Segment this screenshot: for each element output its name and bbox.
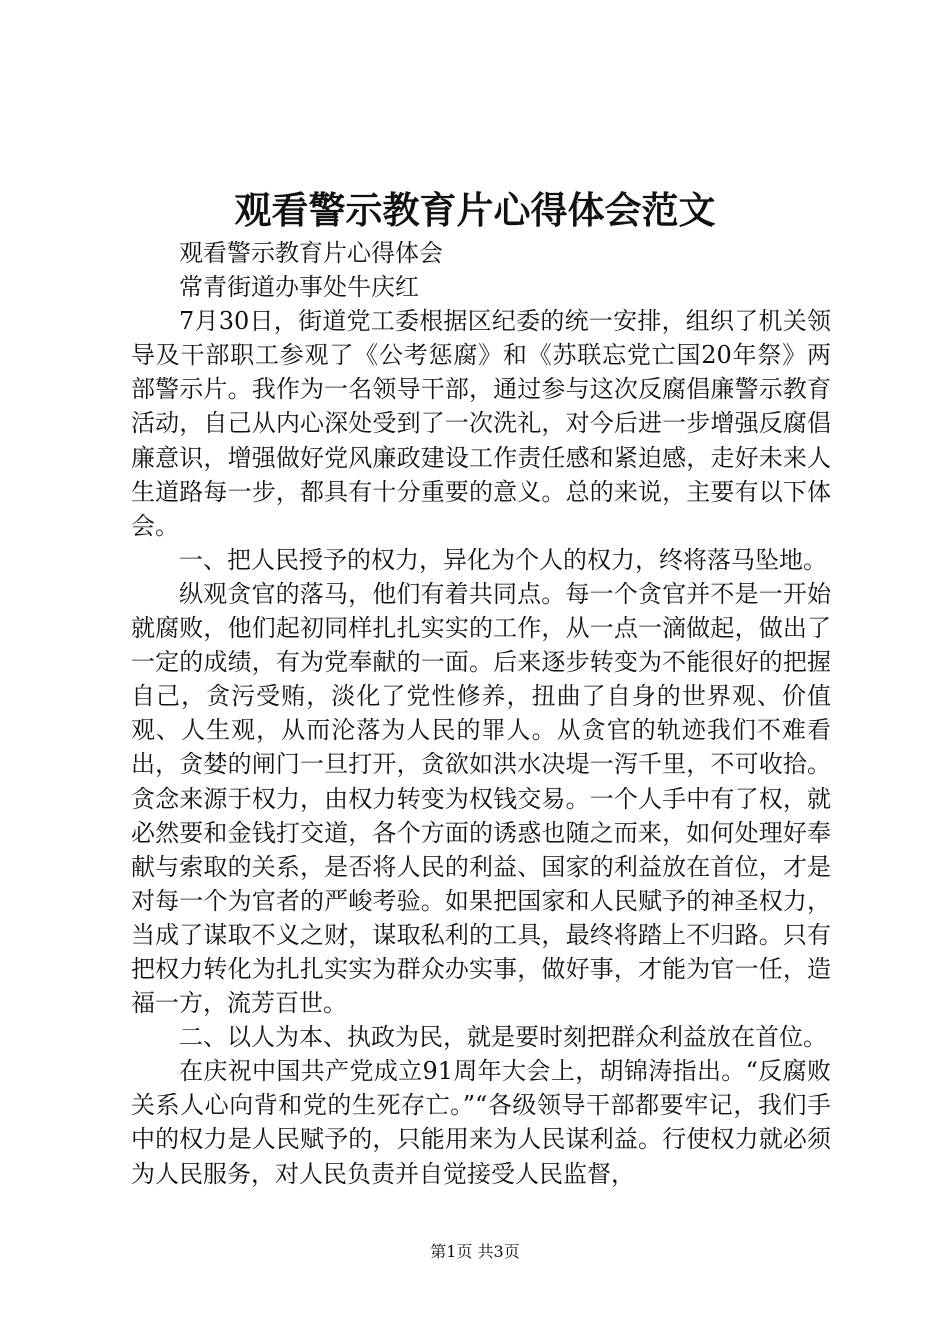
paragraph-author: 常青街道办事处牛庆红	[179, 273, 419, 302]
paragraph-heading-2: 二、以人为本、执政为民，就是要时刻把群众利益放在首位。	[179, 1023, 827, 1052]
paragraph-section-1: 纵观贪官的落马，他们有着共同点。每一个贪官并不是一开始就腐败，他们起初同样扎扎实实的工作，从一点一滴做起，做出了一定的成绩，有为党奉献的一面。后来逐步转变为不能很好的把握自己，贪污受贿，淡化了党性修养，扭曲了自身的世界观、价值观、人生观，从而沦落为人民的罪人。从贪官的轨迹我们不难看出，贪婪的闸门一旦打开，贪欲如洪水决堤一泻千里，不可收拾。贪念来源于权力，由权力转变为权钱交易。一个人手中有了权，就必然要和金钱打交道，各个方面的诱惑也随之而来，如何处理好奉献与索取的关系，是否将人民的利益、国家的利益放在首位，才是对每一个为官者的严峻考验。如果把国家和人民赋予的神圣权力，当成了谋取不义之财，谋取私利的工具，最终将踏上不归路。只有把权力转化为扎扎实实为群众办实事，做好事，才能为官一任，造福一方，流芳百世。	[131, 579, 831, 1018]
paragraph-subtitle: 观看警示教育片心得体会	[179, 239, 443, 267]
document-title: 观看警示教育片心得体会范文	[234, 188, 716, 232]
paragraph-heading-1: 一、把人民授予的权力，异化为个人的权力，终将落马坠地。	[179, 545, 827, 574]
paragraph-section-2: 在庆祝中国共产党成立91周年大会上，胡锦涛指出。“反腐败关系人心向背和党的生死存亡。”“各级领导干部都要牢记，我们手中的权力是人民赋予的，只能用来为人民谋利益。行使权力就必须为人民服务，对人民负责并自觉接受人民监督，	[131, 1057, 831, 1188]
document-body	[131, 236, 831, 1191]
page-number-footer: 第1页 共3页	[430, 1242, 520, 1261]
paragraph-intro: 7月30日，街道党工委根据区纪委的统一安排，组织了机关领导及干部职工参观了《公考惩腐》和《苏联忘党亡国20年祭》两部警示片。我作为一名领导干部，通过参与这次反腐倡廉警示教育活动，自己从内心深处受到了一次洗礼，对今后进一步增强反腐倡廉意识，增强做好党风廉政建设工作责任感和紧迫感，走好未来人生道路每一步，都具有十分重要的意义。总的来说，主要有以下体会。	[131, 307, 831, 540]
